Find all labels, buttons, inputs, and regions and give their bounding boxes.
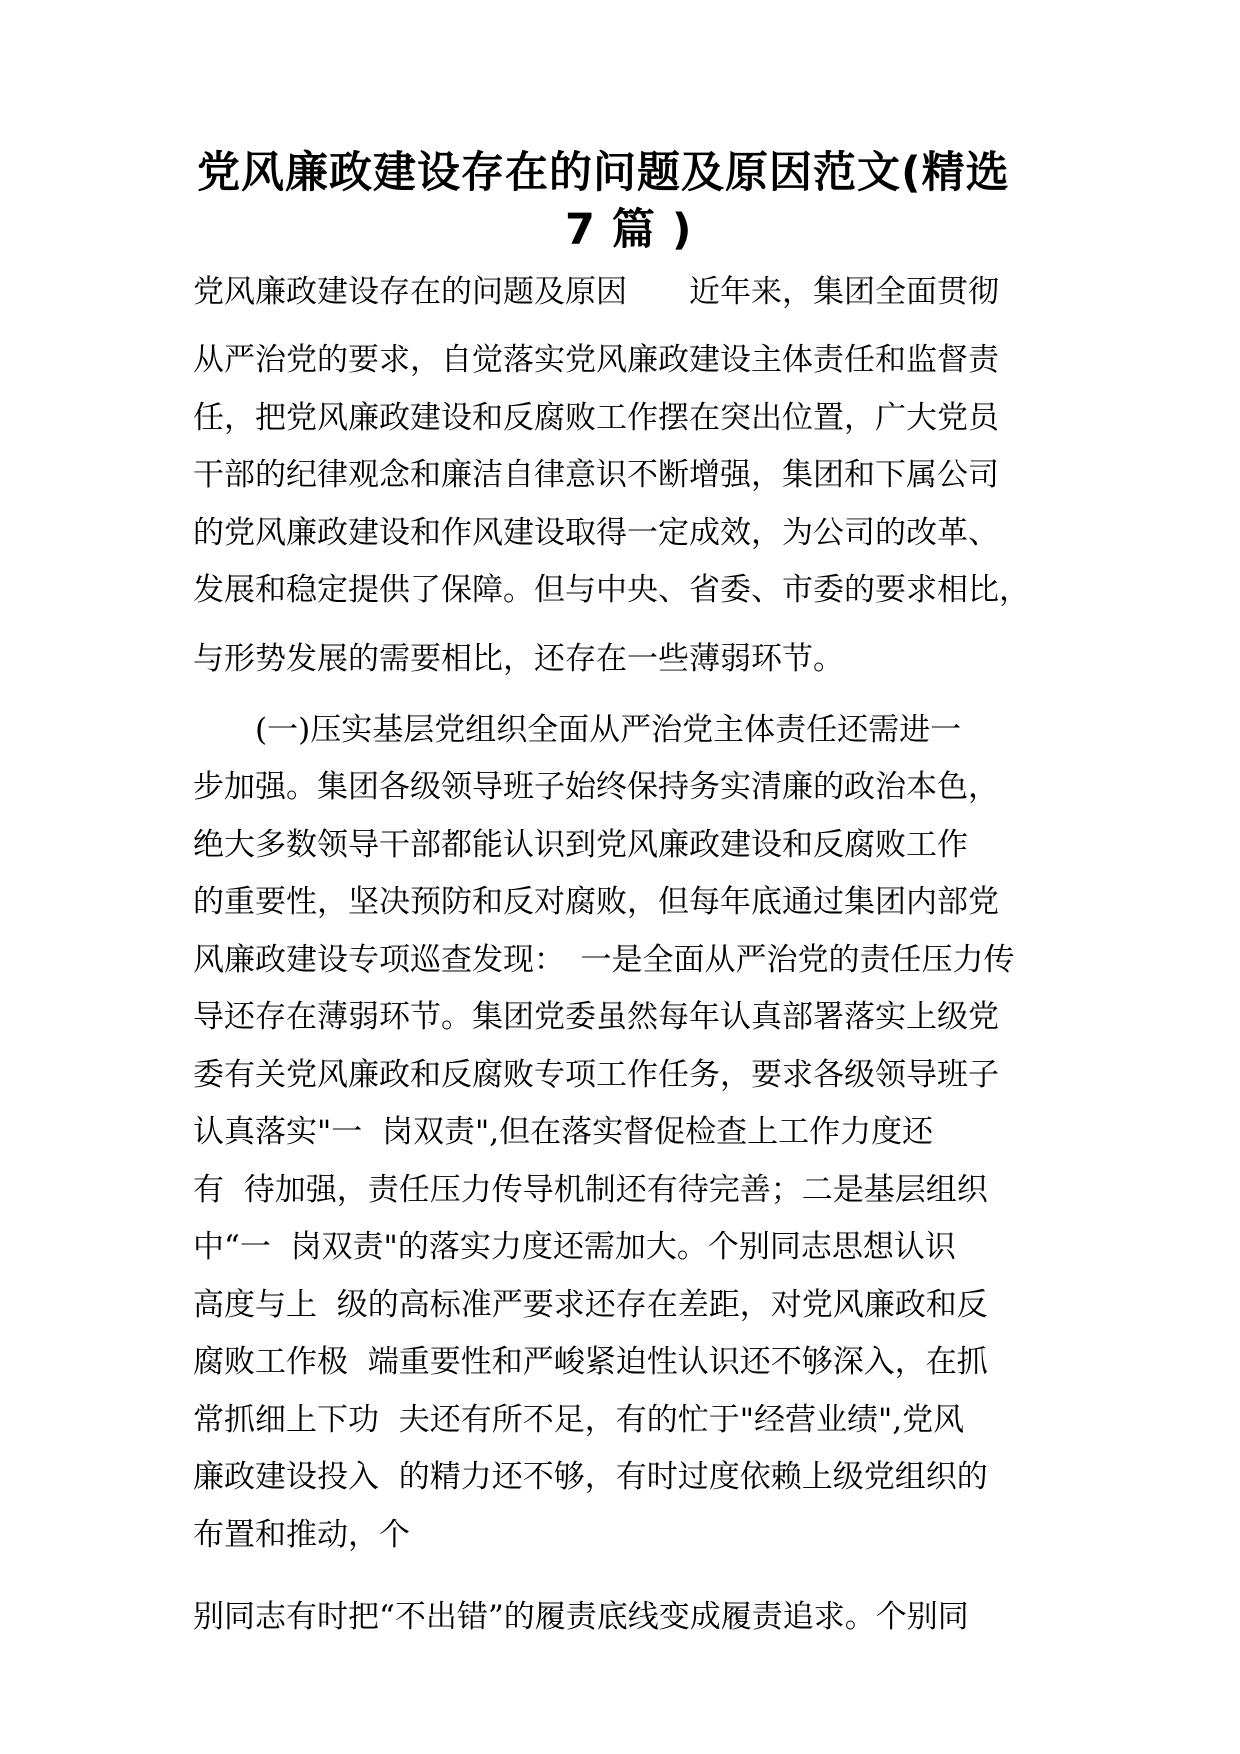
body-line: 步加强。集团各级领导班子始终保持务实清廉的政治本色，: [193, 769, 999, 805]
body-line: 腐败工作极 端重要性和严峻紧迫性认识还不够深入，在抓: [193, 1344, 988, 1380]
body-line: 干部的纪律观念和廉洁自律意识不断增强，集团和下属公司: [193, 457, 999, 493]
body-line: 的重要性，坚决预防和反对腐败，但每年底通过集团内部党: [193, 884, 999, 920]
body-line: 高度与上 级的高标准严要求还存在差距，对党风廉政和反: [193, 1287, 988, 1323]
document-title-line-2: 7 篇 ): [565, 205, 693, 255]
body-line: 任，把党风廉政建设和反腐败工作摆在突出位置，广大党员: [193, 400, 999, 436]
body-line: 布置和推动，个: [193, 1517, 410, 1553]
body-line: (一)压实基层党组织全面从严治党主体责任还需进一: [193, 712, 962, 748]
body-line: 有 待加强，责任压力传导机制还有待完善；二是基层组织: [193, 1172, 988, 1208]
body-line: 风廉政建设专项巡查发现： 一是全面从严治党的责任压力传: [193, 942, 1015, 978]
body-line: 认真落实"一 岗双责",但在落实督促检查上工作力度还: [193, 1114, 934, 1150]
body-line: 委有关党风廉政和反腐败专项工作任务，要求各级领导班子: [193, 1057, 999, 1093]
document-title-line-1: 党风廉政建设存在的问题及原因范文(精选: [197, 148, 1010, 198]
body-line: 与形势发展的需要相比，还存在一些薄弱环节。: [193, 641, 844, 677]
body-line: 从严治党的要求，自觉落实党风廉政建设主体责任和监督责: [193, 342, 999, 378]
body-line: 中“一 岗双责"的落实力度还需加大。个别同志思想认识: [193, 1229, 956, 1265]
body-line: 党风廉政建设存在的问题及原因 近年来，集团全面贯彻: [193, 274, 999, 310]
body-line: 发展和稳定提供了保障。但与中央、省委、市委的要求相比，: [193, 572, 1030, 608]
body-line: 常抓细上下功 夫还有所不足，有的忙于"经营业绩",党风: [193, 1402, 965, 1438]
body-line: 绝大多数领导干部都能认识到党风廉政建设和反腐败工作: [193, 827, 968, 863]
body-line: 廉政建设投入 的精力还不够，有时过度依赖上级党组织的: [193, 1459, 988, 1495]
body-line: 的党风廉政建设和作风建设取得一定成效，为公司的改革、: [193, 515, 999, 551]
body-line: 别同志有时把“不出错”的履责底线变成履责追求。个别同: [193, 1599, 969, 1635]
body-line: 导还存在薄弱环节。集团党委虽然每年认真部署落实上级党: [193, 999, 999, 1035]
